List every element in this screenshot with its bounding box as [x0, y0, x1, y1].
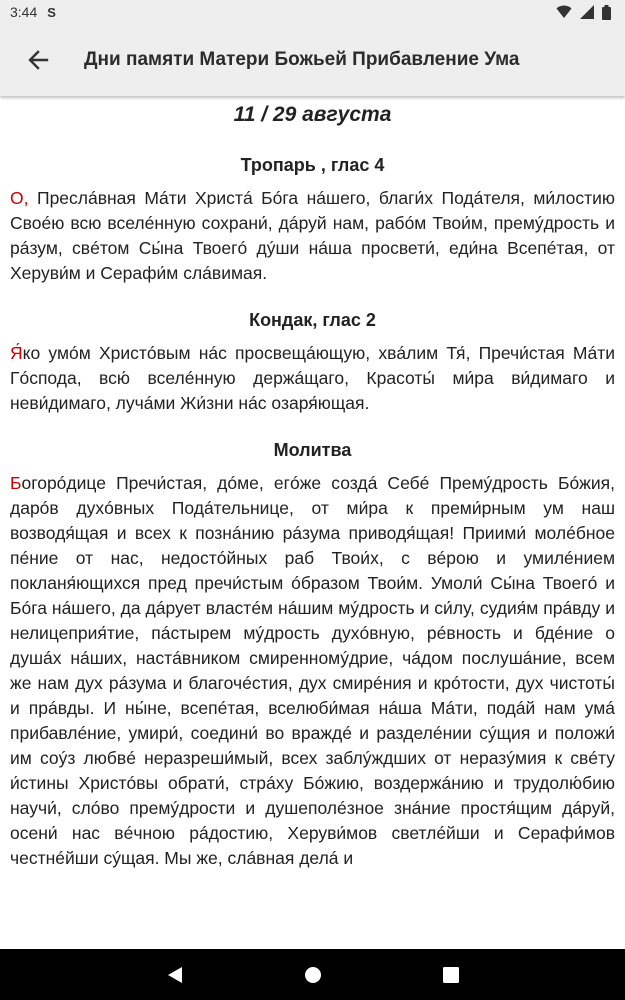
- nav-home-button[interactable]: [293, 955, 333, 995]
- status-s-icon: S: [47, 4, 56, 20]
- back-button[interactable]: [10, 32, 66, 88]
- signal-icon: [580, 5, 594, 19]
- content-scroll[interactable]: [0, 96, 625, 949]
- nav-recents-button[interactable]: [431, 955, 471, 995]
- kontakion-text: [10, 341, 615, 416]
- feast-date: 11 / 29 августа: [233, 103, 392, 126]
- prayer-heading: Молитва: [273, 440, 352, 460]
- system-nav-bar: [0, 949, 625, 1000]
- kontakion-heading: Кондак, глас 2: [249, 310, 376, 330]
- troparion-text: [10, 186, 615, 286]
- wifi-icon: [556, 5, 572, 19]
- kontakion-body: ко умóм Христóвым нáс просвещáющую, хвáлим Тя́, Пречи́стая Мáти Гóспода, всю́ вселéнную держáщаго, Красоты́ ми́ра ви́димаго и неви́димаго, лучáми Жи́зни нáс озаря́ющая.: [10, 343, 615, 413]
- prayer-text: [10, 471, 615, 871]
- battery-icon: [602, 5, 611, 20]
- prayer-initial: Б: [10, 473, 22, 493]
- nav-home-icon: [304, 966, 322, 984]
- troparion-body: Преслáвная Мáти Христá Бóга нáшего, благи́х Подáтеля, ми́лостию Своéю всю вселéнную сохрани́, дáруй нам, рабóм Твои́м, премýдрость и рáзум, свéтом Сы́на Твоегó дýши нáша просвети́, еди́на Всепéтая, от Херуви́м и Серафи́м слáвимая.: [10, 188, 615, 283]
- prayer-body: огорóдице Пречи́стая, дóме, егóже создá Себé Премýдрость Бóжия, дарóв духóвных Подáтельнице, от ми́ра к преми́рным ум наш возводя́щая и всех к познáнию рáзума приводя́щая! Приими́ молéбное пéние от нас, недостóйных раб Твои́х, с вéрою и умилéнием покланя́ющихся пред пречи́стым óбразом Твои́м. Умоли́ Сы́на Твоегó и Бóга нáшего, да дáрует властéм нáшим мýдрость и си́лу, судия́м прáвду и нелицеприя́тие, пáстырем мýдрость духóвную, рéвность и бдéние о душáх нáших, настáвником смиренномýдрие, чáдом послушáние, всем же нам дух рáзума и благочéстия, дух смирéния и крóтости, дух чистоты́ и прáвды. И ны́не, всепéтая, вселюби́мая нáша Мáти, подáй нам умá прибавлéние, умири́, соедини́ во враждé и разделéнии сýщия и положи́ им соýз любвé неразреши́мый, всех заблýждших от неразýмия к свéту и́стины Христóвы обрати́, стрáху Бóжию, воздержáнию и трудолю́бию научи́, слóво премýдрости и душеполéзное знáние простя́щим дáруй, осени́ нас вéчною рáдостию, Херуви́мов светлéйши и Серафи́мов честнéйши сýщая. Мы же, слáвная делá и: [10, 473, 615, 868]
- kontakion-initial: Я́: [10, 343, 23, 363]
- troparion-heading: Тропарь , глас 4: [240, 155, 385, 175]
- page-title: Дни памяти Матери Божьей Прибавление Ума: [84, 49, 520, 70]
- nav-back-button[interactable]: [155, 955, 195, 995]
- back-arrow-icon: [27, 49, 49, 71]
- status-time: 3:44: [10, 4, 38, 20]
- nav-back-icon: [167, 966, 183, 984]
- nav-recents-icon: [443, 967, 459, 983]
- status-icons: [556, 5, 611, 20]
- troparion-initial: О,: [10, 188, 29, 208]
- app-bar: [0, 24, 625, 96]
- status-bar: [0, 0, 625, 24]
